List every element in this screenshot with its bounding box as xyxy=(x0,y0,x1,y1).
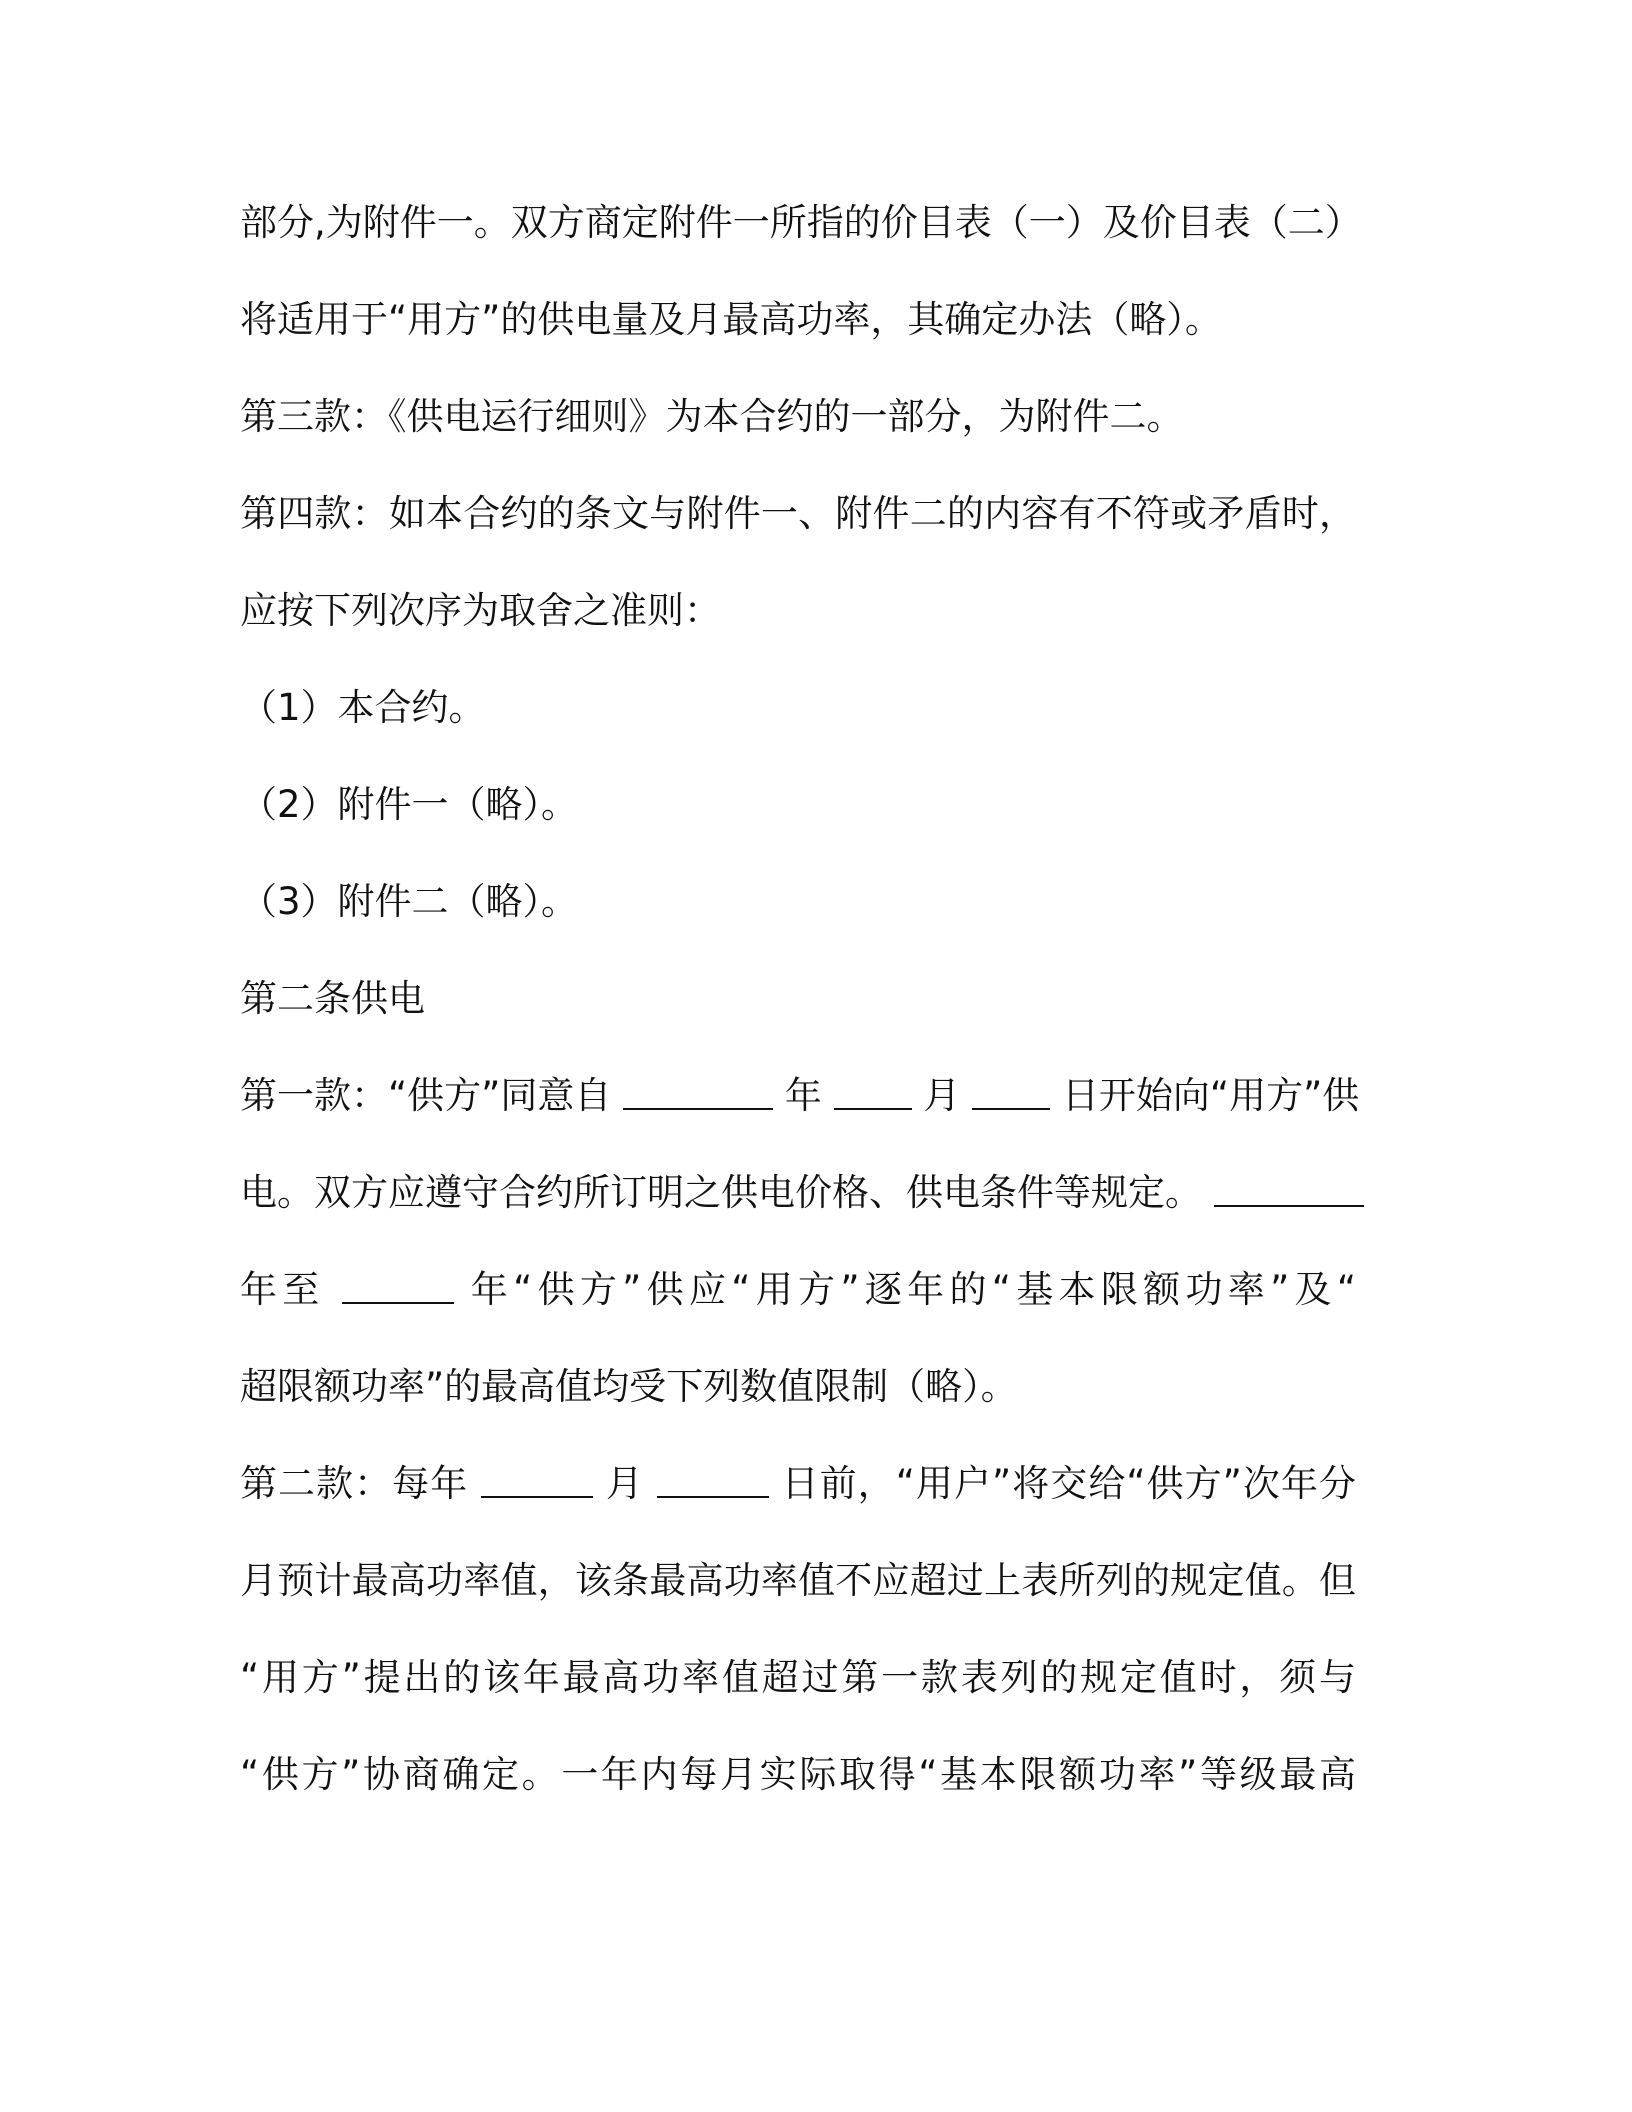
clause1-text-b: 年 xyxy=(784,1074,822,1117)
clause1-line3-text-a: 年至 xyxy=(240,1268,325,1311)
clause1-line2-text: 电。双方应遵守合约所订明之供电价格、供电条件等规定。 xyxy=(240,1171,1202,1214)
text-line-2: 将适用于“用方”的供电量及月最高功率，其确定办法（略）。 xyxy=(240,298,1222,341)
clause2-text-c: 日前，“用户”将交给“供方”次年分 xyxy=(781,1462,1356,1505)
list-item-2: （2）附件一（略）。 xyxy=(240,783,579,826)
clause1-text-d: 日开始向“用方”供 xyxy=(1061,1074,1360,1117)
clause2-line-3: “用方”提出的该年最高功率值超过第一款表列的规定值时，须与 xyxy=(240,1656,1356,1699)
clause1-line3-text-b: 年“供方”供应“用方”逐年的“基本限额功率”及“ xyxy=(470,1268,1357,1311)
text-line-4: 第四款：如本合约的条文与附件一、附件二的内容有不符或矛盾时， xyxy=(240,492,1356,535)
clause1-line-1 xyxy=(240,1066,1360,1126)
clause1-text-a: 第一款：“供方”同意自 xyxy=(240,1074,612,1117)
start-year-blank[interactable] xyxy=(1214,1165,1364,1207)
day-blank[interactable] xyxy=(972,1068,1050,1110)
month-blank[interactable] xyxy=(834,1068,912,1110)
clause2-day-blank[interactable] xyxy=(657,1456,769,1498)
clause1-line-2 xyxy=(240,1163,1356,1223)
list-item-3: （3）附件二（略）。 xyxy=(240,880,579,923)
clause2-line-1 xyxy=(240,1454,1356,1514)
end-year-blank[interactable] xyxy=(342,1262,454,1304)
text-line-3: 第三款：《供电运行细则》为本合约的一部分，为附件二。 xyxy=(240,395,1184,438)
clause2-text-b: 月 xyxy=(605,1462,644,1505)
text-line-5: 应按下列次序为取舍之准则： xyxy=(240,589,721,632)
clause2-line-4: “供方”协商确定。一年内每月实际取得“基本限额功率”等级最高 xyxy=(240,1753,1356,1796)
clause2-text-a: 第二款：每年 xyxy=(240,1462,469,1505)
clause1-line-4: 超限额功率”的最高值均受下列数值限制（略）。 xyxy=(240,1365,1018,1408)
list-item-1: （1）本合约。 xyxy=(240,686,486,729)
clause2-line-2: 月预计最高功率值，该条最高功率值不应超过上表所列的规定值。但 xyxy=(240,1559,1356,1602)
clause1-line-3 xyxy=(240,1260,1356,1320)
clause1-text-c: 月 xyxy=(923,1074,961,1117)
year-blank[interactable] xyxy=(623,1068,773,1110)
clause2-month-blank[interactable] xyxy=(481,1456,593,1498)
section-heading: 第二条供电 xyxy=(240,977,425,1020)
text-line-1: 部分,为附件一。双方商定附件一所指的价目表（一）及价目表（二） xyxy=(240,201,1362,244)
